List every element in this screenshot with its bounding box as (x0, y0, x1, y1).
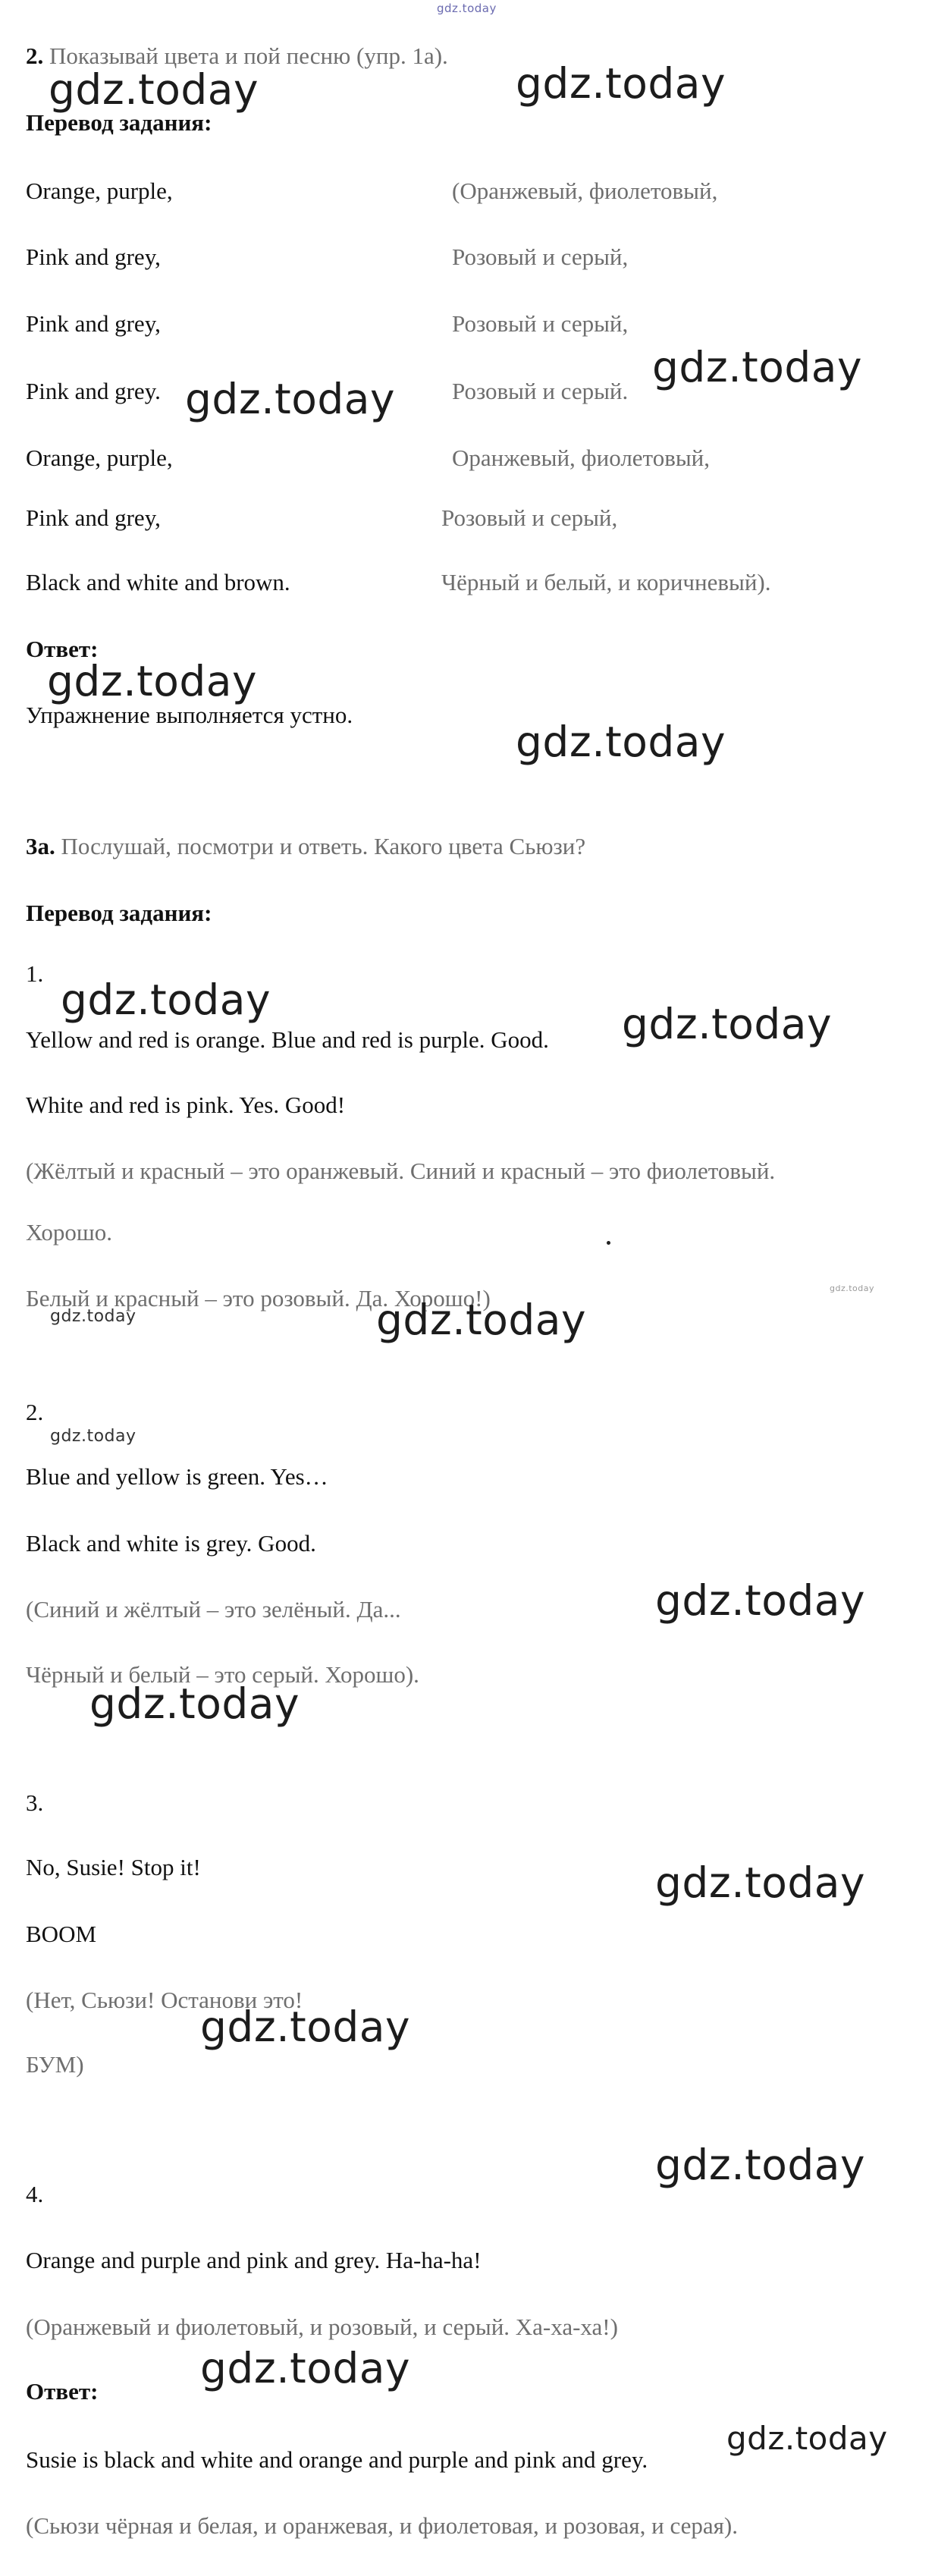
watermark: gdz.today (185, 375, 396, 423)
song-line-en: Pink and grey, (26, 504, 161, 531)
exercise-2-answer-text: Упражнение выполняется устно. (26, 702, 353, 728)
song-line-ru: Розовый и серый, (452, 310, 629, 337)
song-line-ru: Чёрный и белый, и коричневый). (441, 569, 771, 595)
part-3-number: 3. (26, 1789, 44, 1816)
part-2-number: 2. (26, 1399, 44, 1425)
part-3-en-line: No, Susie! Stop it! (26, 1854, 201, 1880)
song-line-en: Pink and grey, (26, 310, 161, 337)
exercise-2-task: Показывай цвета и пой песню (упр. 1а). (49, 42, 448, 69)
watermark: gdz.today (622, 1000, 833, 1048)
song-line-en: Orange, purple, (26, 177, 173, 204)
watermark: gdz.today (47, 657, 258, 705)
watermark: gdz.today (89, 1679, 300, 1728)
part-2-ru-line: (Синий и жёлтый – это зелёный. Да... (26, 1596, 401, 1623)
part-1-ru-line: (Жёлтый и красный – это оранжевый. Синий и красный – это фиолетовый. (26, 1158, 776, 1184)
exercise-3a-answer-en: Susie is black and white and orange and purple and pink and grey. (26, 2446, 648, 2473)
watermark: gdz.today (49, 65, 259, 114)
watermark: gdz.today (830, 1283, 875, 1293)
watermark: gdz.today (652, 343, 863, 391)
watermark: gdz.today (50, 1427, 136, 1446)
exercise-3a-translation-heading: Перевод задания: (26, 900, 212, 926)
song-line-ru: (Оранжевый, фиолетовый, (452, 177, 718, 204)
exercise-3a-task: Послушай, посмотри и ответь. Какого цвета Сьюзи? (61, 833, 586, 859)
song-line-en: Black and white and brown. (26, 569, 290, 595)
part-3-ru-line: БУМ) (26, 2051, 84, 2078)
watermark: gdz.today (655, 2141, 866, 2189)
watermark: gdz.today (61, 975, 271, 1024)
watermark: gdz.today (376, 1296, 587, 1344)
part-1-en-line: White and red is pink. Yes. Good! (26, 1092, 346, 1118)
song-line-ru: Оранжевый, фиолетовый, (452, 445, 711, 471)
part-3-en-line: BOOM (26, 1921, 97, 1947)
watermark: gdz.today (50, 1307, 136, 1326)
watermark: gdz.today (655, 1576, 866, 1625)
part-4-number: 4. (26, 2181, 44, 2207)
exercise-2-answer-heading: Ответ: (26, 636, 99, 662)
watermark: gdz.today (200, 2344, 411, 2392)
watermark: gdz.today (655, 1858, 866, 1907)
part-1-ru-line: Белый и красный – это розовый. Да. Хорошо!) (26, 1285, 491, 1312)
watermark: gdz.today (516, 59, 726, 108)
part-4-en-line: Orange and purple and pink and grey. Ha-ha-ha! (26, 2247, 482, 2273)
exercise-3a-answer-ru: (Сьюзи чёрная и белая, и оранжевая, и фиолетовая, и розовая, и серая). (26, 2512, 738, 2539)
song-line-en: Orange, purple, (26, 445, 173, 471)
song-line-ru: Розовый и серый, (452, 243, 629, 270)
part-1-number: 1. (26, 960, 44, 987)
song-line-ru: Розовый и серый. (452, 378, 629, 404)
part-2-ru-line: Чёрный и белый – это серый. Хорошо). (26, 1661, 419, 1688)
exercise-3a-number: 3a. (26, 833, 55, 859)
part-2-en-line: Black and white is grey. Good. (26, 1530, 316, 1557)
watermark: gdz.today (726, 2420, 888, 2457)
part-3-ru-line: (Нет, Сьюзи! Останови это! (26, 1987, 303, 2013)
part-1-ru-line: Хорошо. (26, 1219, 113, 1246)
watermark: gdz.today (516, 718, 726, 766)
exercise-2-translation-heading: Перевод задания: (26, 109, 212, 136)
exercise-2-number: 2. (26, 42, 44, 69)
part-2-en-line: Blue and yellow is green. Yes… (26, 1463, 328, 1490)
song-line-en: Pink and grey. (26, 378, 161, 404)
part-4-ru-line: (Оранжевый и фиолетовый, и розовый, и серый. Ха-ха-ха!) (26, 2314, 618, 2340)
part-1-en-line: Yellow and red is orange. Blue and red is purple. Good. (26, 1026, 549, 1053)
exercise-3a-answer-heading: Ответ: (26, 2378, 99, 2405)
song-line-en: Pink and grey, (26, 243, 161, 270)
song-line-ru: Розовый и серый, (441, 504, 618, 531)
watermark: gdz.today (200, 2003, 411, 2051)
exercise-3a-title (26, 831, 585, 862)
top-watermark: gdz.today (437, 2, 497, 15)
stray-dot (607, 1241, 610, 1245)
